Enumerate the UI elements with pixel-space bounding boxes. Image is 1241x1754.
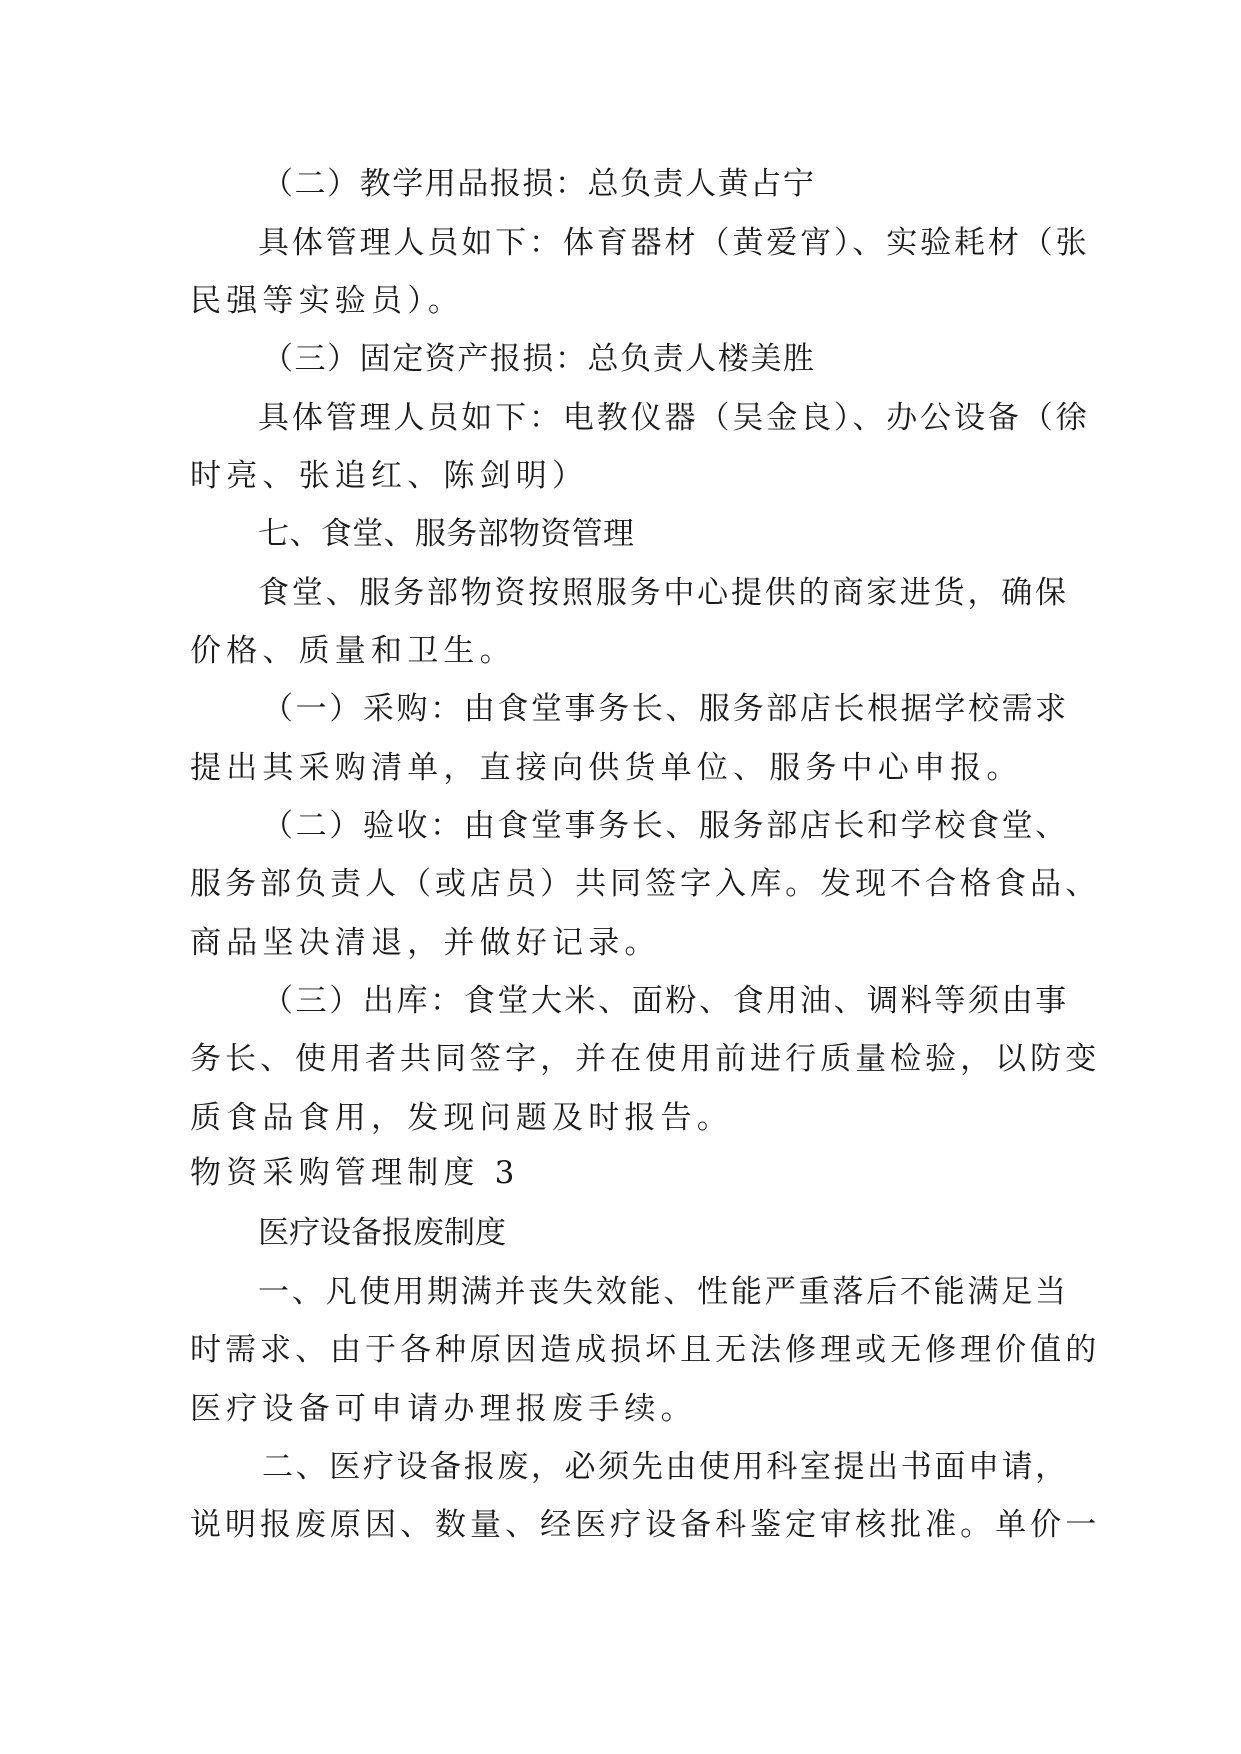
- paragraph-line: （一）采购：由食堂事务长、服务部店长根据学校需求: [262, 691, 1069, 727]
- paragraph-line: 务长、使用者共同签字，并在使用前进行质量检验，以防变: [190, 1041, 1101, 1077]
- paragraph-line: 服务部负责人（或店员）共同签字入库。发现不合格食品、: [190, 866, 1101, 902]
- paragraph-line: 二、医疗设备报废，必须先由使用科室提出书面申请，: [262, 1449, 1069, 1485]
- paragraph-line: （三）固定资产报损：总负责人楼美胜: [262, 341, 816, 377]
- paragraph-line: （二）教学用品报损：总负责人黄占宁: [262, 166, 816, 202]
- paragraph-line: （三）出库：食堂大米、面粉、食用油、调料等须由事: [262, 983, 1069, 1019]
- paragraph-line: 时需求、由于各种原因造成损坏且无法修理或无修理价值的: [190, 1332, 1101, 1368]
- paragraph-line: 食堂、服务部物资按照服务中心提供的商家进货，确保: [258, 575, 1069, 611]
- paragraph-line: 商品坚决清退，并做好记录。: [190, 925, 661, 961]
- paragraph-line: 时亮、张追红、陈剑明）: [190, 458, 589, 494]
- document-title: 物资采购管理制度 3: [190, 1155, 520, 1191]
- paragraph-line: 提出其采购清单，直接向供货单位、服务中心申报。: [190, 750, 1023, 786]
- paragraph-line: 一、凡使用期满并丧失效能、性能严重落后不能满足当: [258, 1274, 1069, 1310]
- paragraph-line: 价格、质量和卫生。: [190, 633, 516, 669]
- section-heading: 医疗设备报废制度: [258, 1215, 506, 1251]
- paragraph-line: 医疗设备可申请办理报废手续。: [190, 1391, 697, 1427]
- paragraph-line: 具体管理人员如下：电教仪器（吴金良）、办公设备（徐: [258, 400, 1090, 436]
- paragraph-line: 说明报废原因、数量、经医疗设备科鉴定审核批准。单价一: [190, 1507, 1101, 1543]
- paragraph-line: 质食品食用，发现问题及时报告。: [190, 1100, 733, 1136]
- paragraph-line: （二）验收：由食堂事务长、服务部店长和学校食堂、: [262, 808, 1069, 844]
- paragraph-line: 具体管理人员如下：体育器材（黄爱宵）、实验耗材（张: [258, 225, 1090, 261]
- paragraph-line: 民强等实验员）。: [190, 283, 465, 319]
- section-heading: 七、食堂、服务部物资管理: [258, 516, 635, 552]
